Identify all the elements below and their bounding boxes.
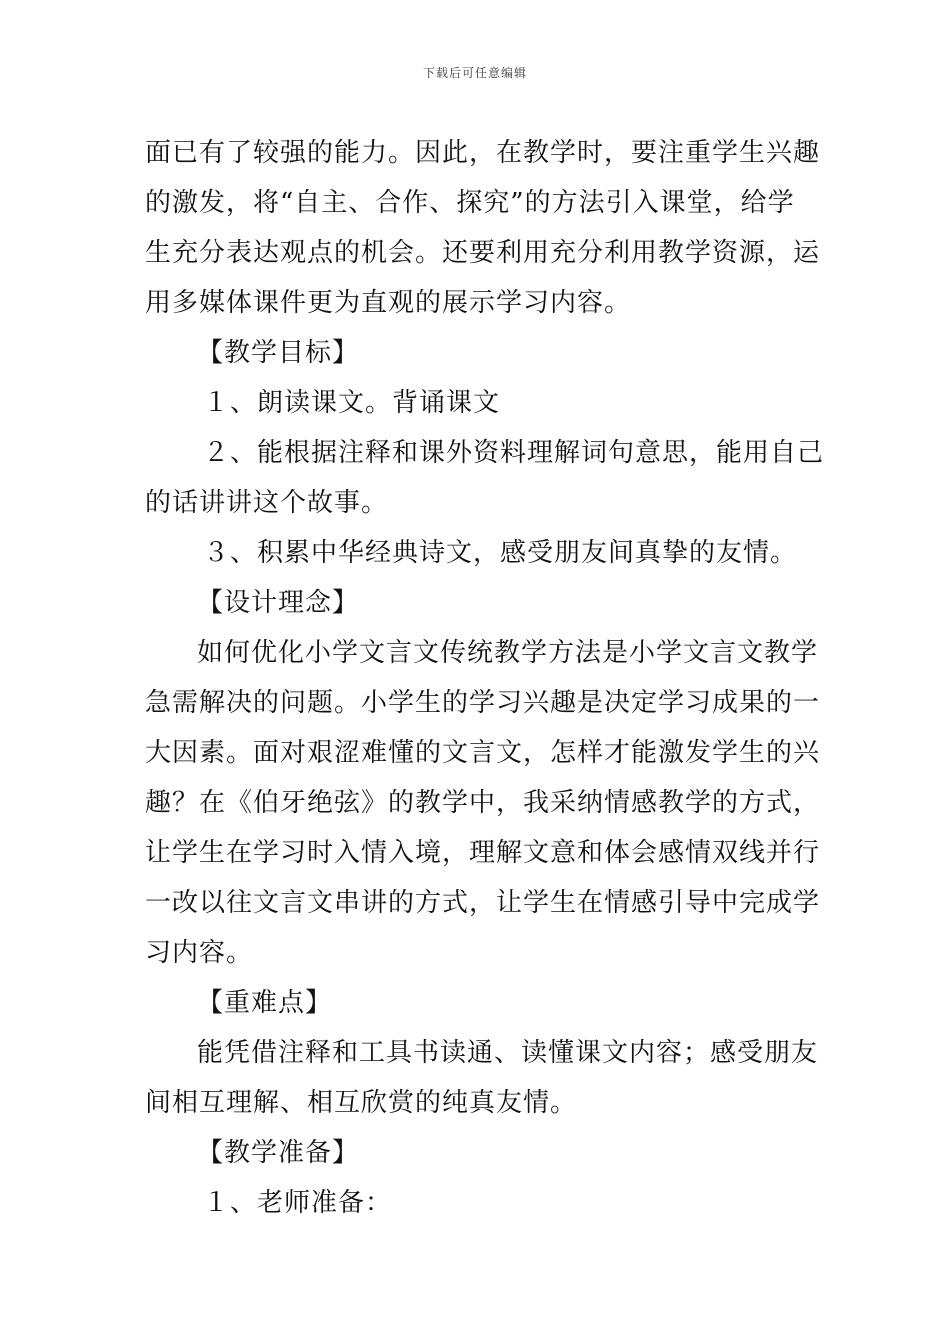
goal-item-2-continued: 的话讲讲这个故事。 [145,488,389,518]
intro-line: 用多媒体课件更为直观的展示学习内容。 [145,288,632,318]
concept-line: 大因素。面对艰涩难懂的文言文，怎样才能激发学生的兴 [145,738,821,768]
preparation-heading: 【教学准备】 [197,1138,360,1168]
key-points-line: 间相互理解、相互欣赏的纯真友情。 [145,1088,578,1118]
goal-item-3: ３、积累中华经典诗文，感受朋友间真挚的友情。 [203,538,798,568]
concept-line: 一改以往文言文串讲的方式，让学生在情感引导中完成学 [145,888,821,918]
concept-line: 如何优化小学文言文传统教学方法是小学文言文教学 [197,638,819,668]
document-body [145,128,825,1228]
concept-line: 急需解决的问题。小学生的学习兴趣是决定学习成果的一 [145,688,821,718]
intro-line: 面已有了较强的能力。因此，在教学时，要注重学生兴趣 [145,138,821,168]
key-points-heading: 【重难点】 [197,988,333,1018]
goal-item-1: １、朗读课文。背诵课文 [203,388,501,418]
preparation-item-1: １、老师准备： [203,1188,393,1218]
goal-item-2: ２、能根据注释和课外资料理解词句意思，能用自己 [203,438,825,468]
concept-line: 让学生在学习时入情入境，理解文意和体会感情双线并行 [145,838,821,868]
goals-heading: 【教学目标】 [197,338,360,368]
intro-line: 的激发，将“自主、合作、探究”的方法引入课堂，给学 [145,188,795,218]
page-header-note: 下载后可任意编辑 [422,66,527,80]
concept-heading: 【设计理念】 [197,588,360,618]
concept-line: 习内容。 [145,938,254,968]
concept-line: 趣？在《伯牙绝弦》的教学中，我采纳情感教学的方式， [145,788,821,818]
intro-line: 生充分表达观点的机会。还要利用充分利用教学资源，运 [145,238,821,268]
key-points-line: 能凭借注释和工具书读通、读懂课文内容；感受朋友 [197,1038,819,1068]
